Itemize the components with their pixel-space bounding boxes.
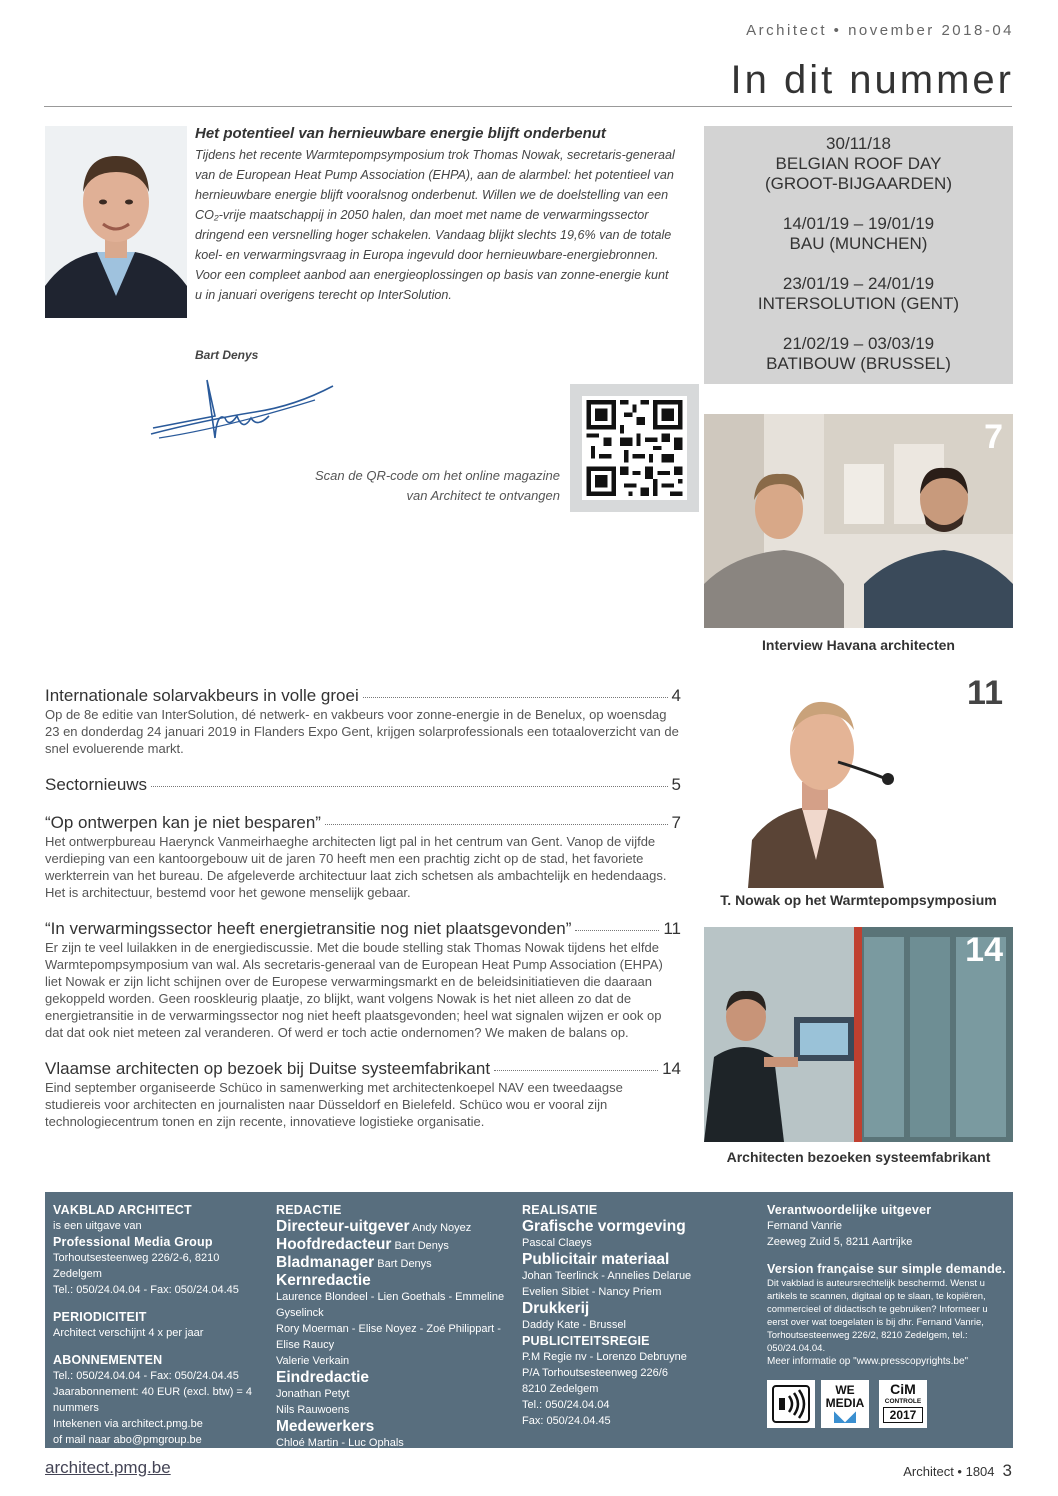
colophon-editorial: REDACTIE Directeur-uitgever Andy Noyez Hoofdredacteur Bart Denys Bladmanager Bart Denys Kernredactie Laurence Blondeel - Lien Goethals - Emmeline Gyselinck Rory Moerman - Elise Noyez - Zoé Philippart - Elise Raucy Valerie Verkain Eindredactie Jonathan Petyt Nils Rauwoens Medewerkers Chloé Martin - Luc Ophals Tim Vanhove - Philip Willaert: [276, 1203, 505, 1465]
toc-leader: [325, 824, 668, 825]
website-link[interactable]: architect.pmg.be: [45, 1458, 171, 1477]
colophon: [45, 1192, 1013, 1465]
header-rule: [44, 106, 1012, 107]
toc-leader: [363, 697, 668, 698]
colophon-publisher: VAKBLAD ARCHITECT is een uitgave van Professional Media Group Torhoutsesteenweg 226/2-6, 8210 Zedelgem Tel.: 050/24.04.04 - Fax: 050/24.04.45 PERIODICITEIT Architect verschijnt 4 x per jaar ABONNEMENTEN Tel.: 050/24.04.04 - Fax: 050/24.04.45 Jaarabonnement: 40 EUR (excl. btw) = 4 nummers Intekenen via architect.pmg.be of mail naar abo@pmgroup.be: [53, 1203, 253, 1446]
photo-nowak[interactable]: [704, 670, 1013, 888]
toc-page: 14: [662, 1059, 681, 1078]
colophon-production: REALISATIE Grafische vormgeving Pascal Claeys Publicitair materiaal Johan Teerlinck - Annelies Delarue Evelien Sibiet - Nancy Priem Drukkerij Daddy Kate - Brussel PUBLICITEITSREGIE P.M Regie nv - Lorenzo Debruyne P/A Torhoutsesteenweg 226/6 8210 Zedelgem Tel.: 050/24.04.04 Fax: 050/24.04.45: [522, 1203, 692, 1427]
photo-caption: T. Nowak op het Warmtepompsymposium: [720, 892, 997, 908]
toc-entry[interactable]: [45, 919, 681, 1041]
photo-page-number: 7: [984, 418, 1003, 456]
editorial: [195, 124, 675, 305]
events-box: [704, 126, 1013, 384]
signature: [145, 372, 345, 452]
toc-title: “In verwarmingssector heeft energietransitie nog niet plaatsgevonden”: [45, 919, 572, 938]
toc-page: 7: [671, 813, 681, 832]
event: 14/01/19 – 19/01/19 BAU (MUNCHEN): [782, 214, 935, 253]
toc-description: Het ontwerpbureau Haerynck Vanmeirhaeghe architecten ligt pal in het centrum van Gent. Vanop de vijfde verdieping van een kantoorgebouw uit de jaren 70 heeft men een prachtig zicht op de stad, het favoriete werkterrein van het bureau. De afgeleverde architectuur laat zich schetsen als ambachtelijk en hedendaags. Het is architectuur, bestemd voor het gewone menselijk gebaar.: [45, 834, 667, 900]
page-footer: [903, 1461, 1012, 1481]
logo-row: [767, 1380, 947, 1432]
event: 23/01/19 – 24/01/19 INTERSOLUTION (GENT): [757, 274, 960, 313]
toc-entry[interactable]: [45, 813, 681, 901]
toc-leader: [494, 1070, 658, 1071]
photo-factory[interactable]: [704, 927, 1013, 1142]
running-title: Architect • november 2018-04: [746, 22, 1014, 39]
toc-title: Sectornieuws: [45, 775, 148, 794]
presscopyrights-logo: [767, 1380, 815, 1428]
toc-title: “Op ontwerpen kan je niet besparen”: [45, 813, 321, 832]
wemedia-mark: ◣◢: [834, 1408, 856, 1424]
event: 21/02/19 – 03/03/19 BATIBOUW (BRUSSEL): [766, 334, 951, 373]
event: 30/11/18 BELGIAN ROOF DAY (GROOT-BIJGAARDEN): [764, 134, 952, 193]
photo-page-number: 14: [965, 931, 1003, 969]
photo-page-number: 11: [967, 674, 1003, 712]
toc-page: 11: [663, 919, 681, 938]
photo-caption: Architecten bezoeken systeemfabrikant: [726, 1149, 991, 1165]
toc-leader: [151, 786, 667, 787]
colophon-legal: Verantwoordelijke uitgever Fernand Vanrie Zeeweg Zuid 5, 8211 Aartrijke Version française sur simple demande. Dit vakblad is auteursrechtelijk beschermd. Wenst u artikels te scannen, digitaal op te slaan, te kopiëren, commercieel of didactisch te gebruiken? Informeer u eerst over wat toegelaten is bij dhr. Fernand Vanrie, Torhoutsesteenweg 226/2, 8210 Zedelgem, tel.: 050/24.04.04. Meer informatie op "www.presscopyrights.be": [767, 1203, 1006, 1367]
editorial-body: Tijdens het recente Warmtepompsymposium trok Thomas Nowak, secretaris-generaal van de European Heat Pump Association (EHPA), aan de alarmbel: het potentieel van hernieuwbare energie blijft vooralsnog onderbenut. Willen we de doelstelling van een CO₂-vrije maatschappij in 2050 halen, dan moet met name de verwarmingssector dringend een versnelling hoger schakelen. Vandaag blijkt slechts 19,6% van de totale koel- en verwarmingsvraag in Europa ingevuld door hernieuwbare-energiebronnen.: [195, 148, 675, 262]
author-portrait: [45, 126, 187, 318]
editorial-title: Het potentieel van hernieuwbare energie blijft onderbenut: [195, 125, 606, 142]
toc-description: Er zijn te veel luilakken in de energiediscussie. Met die boude stelling stak Thomas Nowak tijdens het elfde Warmtepompsymposium van wal. Als secretaris-generaal van de European Heat Pump Association (EHPA) liet Nowak er zijn licht schijnen over de Europese verwarmingsmarkt en de beleidsinitiatieven die daaraan gekoppeld worden. Geen rooskleurig plaatje, zo blijkt, want volgens Nowak is het niet alleen zo dat de energietransitie in de verwarmingssector nog niet heeft plaatsgevonden; heel wat signalen wijzen er ook op dat dat ook niet meteen zal veranderen. Of werd er toch actie ondernomen? We maken de balans op.: [45, 940, 663, 1040]
toc-description: Op de 8e editie van InterSolution, dé netwerk- en vakbeurs voor zonne-energie in de Benelux, op woensdag 23 en donderdag 24 januari 2019 in Flanders Expo Gent, krijgen solarprofessionals een totaaloverzicht van de snel evoluerende markt.: [45, 707, 679, 756]
toc-page: 5: [671, 775, 681, 794]
page-number: 3: [1002, 1461, 1012, 1480]
toc-leader: [575, 930, 659, 931]
wemedia-logo: WE MEDIA ◣◢: [821, 1380, 869, 1428]
table-of-contents: [45, 686, 681, 1144]
qr-code[interactable]: [570, 384, 699, 512]
photo-caption: Interview Havana architecten: [762, 637, 955, 653]
toc-entry[interactable]: [45, 1059, 681, 1130]
toc-title: Vlaamse architecten op bezoek bij Duitse systeemfabrikant: [45, 1059, 491, 1078]
cim-logo: CiM CONTROLE 2017: [879, 1380, 927, 1428]
toc-page: 4: [671, 686, 681, 705]
toc-entry[interactable]: [45, 686, 681, 757]
editorial-body-2: Voor een compleet aanbod aan energieoplossingen op basis van zonne-energie kunt u in januari overigens terecht op InterSolution.: [195, 268, 669, 302]
toc-entry[interactable]: [45, 775, 681, 795]
issue-label: Architect • 1804: [903, 1464, 995, 1479]
editorial-author: Bart Denys: [195, 348, 259, 362]
toc-description: Eind september organiseerde Schüco in samenwerking met architectenkoepel NAV een tweedaagse studiereis voor architecten en journalisten naar Düsseldorf en Bielefeld. Schüco wou er vooral zijn technologiecentrum tonen en zijn recente, innovatieve logistieke organisatie.: [45, 1080, 623, 1129]
page-title: In dit nummer: [730, 58, 1014, 102]
toc-title: Internationale solarvakbeurs in volle groei: [45, 686, 359, 705]
photo-havana[interactable]: [704, 414, 1013, 628]
qr-caption: Scan de QR-code om het online magazine van Architect te ontvangen: [315, 468, 560, 503]
